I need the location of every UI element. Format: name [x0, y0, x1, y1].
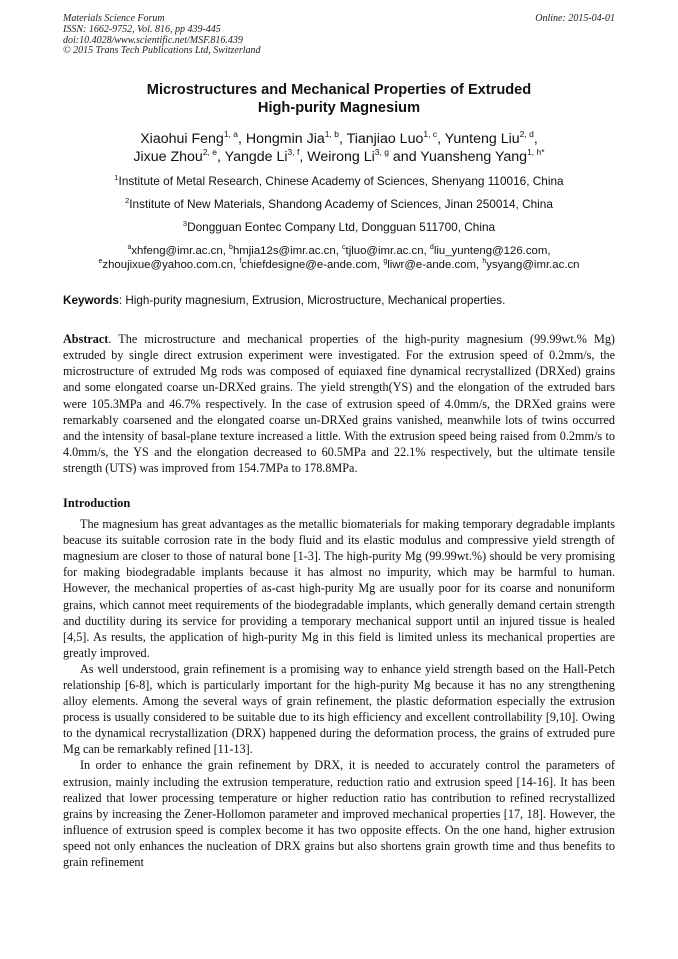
affiliation [63, 197, 615, 211]
email-list [63, 244, 615, 272]
affiliation [63, 220, 615, 234]
email-address: ysyang@imr.ac.cn [486, 259, 580, 272]
journal-doi: doi:10.4028/www.scientific.net/MSF.816.439 [63, 34, 243, 46]
email-marker: d [429, 244, 434, 252]
email-address: tjluo@imr.ac.cn [345, 245, 424, 258]
abstract-text: . The microstructure and mechanical properties of the high-purity magnesium (99.99wt.% Mg) extruded by single direct extrusion experiment were investigated. For the extrusion speed of 0.2mm/s, the microstructure of extruded Mg rods was composed of equiaxed fine dynamical recrystallized (DRXed) grains and some elongated coarse un-DRXed grains. The yield strength(YS) and the elongation of the extruded bars were 105.3MPa and 46.7% respectively. In the case of extrusion speed of 4.0mm/s, the DRXed grains were remarkably coarsened and the elongated coarse un-DRXed grains vanished, meanwhile lots of twins occurred and the intensity of basal-plane texture increased a little. With the extrusion speed being raised from 0.2mm/s to 4.0mm/s, the YS and the elongation decreased to 60.5MPa and 22.1% respectively, but the ultimate tensile strength (UTS) was improved from 154.7MPa to 178.8MPa. [63, 332, 615, 475]
email-address: xhfeng@imr.ac.cn [131, 245, 223, 258]
journal-copyright: © 2015 Trans Tech Publications Ltd, Switzerland [63, 45, 261, 57]
author-name: Tianjiao Luo [346, 131, 424, 148]
paper-title-line-2: High-purity Magnesium [257, 100, 421, 117]
email-separator: , [547, 245, 551, 258]
email [383, 259, 482, 271]
author-affiliation-marker: 2, e [202, 147, 218, 158]
author-name: Yuansheng Yang [420, 149, 528, 166]
email [430, 245, 551, 257]
author-name: Hongmin Jia [245, 131, 325, 148]
email-marker: c [342, 244, 346, 252]
keywords-label: Keywords [63, 294, 119, 308]
author-affiliation-marker: 1, b [324, 129, 339, 140]
email-separator: , [476, 259, 483, 272]
email-address: chiefdesigne@e-ande.com [241, 259, 377, 272]
author [225, 149, 308, 165]
email [127, 245, 229, 257]
author-affiliation-marker: 1, a [223, 129, 238, 140]
email [239, 259, 383, 271]
author [246, 131, 347, 147]
affiliation-text: Institute of New Materials, Shandong Academy of Sciences, Jinan 250014, China [129, 197, 553, 212]
email-address: liu_yunteng@126.com [433, 245, 548, 258]
author [133, 149, 224, 165]
author-name: Weirong Li [307, 149, 375, 166]
author-row-2 [63, 148, 615, 166]
email-marker: e [98, 258, 103, 266]
affiliation-number: 3 [182, 219, 188, 229]
email-row-1 [63, 244, 615, 258]
author-affiliation-marker: 1, h* [527, 147, 545, 158]
author-separator: , [299, 149, 308, 166]
abstract [63, 331, 615, 476]
email-marker: b [229, 244, 233, 252]
email-separator: , [423, 245, 430, 258]
journal-name: Materials Science Forum [63, 13, 165, 24]
email [482, 259, 579, 271]
email-separator: , [376, 259, 384, 272]
affiliation-text: Institute of Metal Research, Chinese Academy of Sciences, Shenyang 110016, China [118, 174, 564, 189]
email-separator: , [222, 245, 230, 258]
email-marker: g [383, 258, 388, 266]
affiliation-number: 2 [125, 196, 130, 206]
email [229, 245, 342, 257]
email-separator: , [335, 245, 343, 258]
section-heading-introduction: Introduction [63, 496, 131, 511]
author-row-1 [63, 130, 615, 148]
author-separator: and [388, 149, 421, 166]
email-address: hmjia12s@imr.ac.cn [232, 245, 336, 258]
author-separator: , [437, 131, 445, 148]
keywords-text: : High-purity magnesium, Extrusion, Microstructure, Mechanical properties. [118, 294, 506, 308]
author-affiliation-marker: 2, d [519, 129, 534, 140]
paragraph: In order to enhance the grain refinement by DRX, it is needed to accurately control the parameters of extrusion, mainly including the extrusion temperature, reduction ratio and extrusion speed [14-16]. It has been realized that lower processing temperature or higher reduction ratio has contribution to refined recrystallized grains by increasing the Zener-Hollomon parameter and improved mechanical properties [17, 18]. However, the influence of extrusion speed is complex become it has two opposite effects. On the one hand, higher extrusion speed not only enhances the nucleation of DRX grains but also shortens grain growth time and thus benefits to grain refinement [63, 758, 615, 869]
author-name: Yunteng Liu [444, 131, 520, 148]
paragraph: The magnesium has great advantages as the metallic biomaterials for making temporary degradable implants beacuse its suitable corrosion rate in the body fluid and its elastic modulus and compressive yield strength of magnesium are closer to those of natural bone [1-3]. The high-purity Mg (99.99wt.%) should be very promising for making biodegradable implants because it has almost no impurity, which may be harmful to human. However, the mechanical properties of as-cast high-purity Mg are usually poor for its coarse and nonuniform grains, which cannot meet requirements of the biodegradable implants, which generally demand certain strength and ductility during its service for providing a temporary mechanical support until an injured tissue is healed [4,5]. As results, the application of high-purity Mg in this field is limited unless its mechanical properties are greatly improved. [63, 517, 615, 660]
author [347, 131, 445, 147]
author-separator: , [338, 131, 347, 148]
email-address: zhoujixue@yahoo.com.cn [102, 259, 233, 272]
email-address: liwr@e-ande.com [387, 259, 477, 272]
author-name: Jixue Zhou [133, 149, 203, 166]
author-name: Yangde Li [224, 149, 288, 166]
author-name: Xiaohui Feng [140, 131, 224, 148]
affiliation-text: Dongguan Eontec Company Ltd, Dongguan 511700, China [187, 220, 496, 235]
author-separator: , [238, 131, 246, 148]
author-separator: , [217, 149, 225, 166]
email-marker: h [482, 258, 487, 266]
author [445, 131, 538, 147]
author [420, 149, 544, 165]
journal-issn: ISSN: 1662-9752, Vol. 816, pp 439-445 [63, 23, 221, 35]
keywords [63, 294, 615, 308]
author-affiliation-marker: 3, g [374, 147, 389, 158]
introduction-body [63, 516, 615, 870]
journal-header [63, 14, 615, 57]
email-marker: f [239, 258, 242, 266]
email-marker: a [127, 244, 132, 252]
affiliation-number: 1 [114, 173, 119, 183]
email-separator: , [233, 259, 240, 272]
author-separator: , [533, 131, 538, 148]
paper-title [63, 81, 615, 117]
author [140, 131, 246, 147]
paper-page [63, 14, 615, 870]
paragraph: As well understood, grain refinement is a promising way to enhance yield strength based on the Hall-Petch relationship [6-8], which is particularly important for the high-purity Mg because it has no any strengthening alloy elements. Among the several ways of grain refinement, the plastic deformation especially the extrusion process is usually considered to be suitable due to its high efficiency and excellent controllability [9,10]. Owing to the dynamical recrystallization (DRX) happened during the deformation process, the grains of extruded pure Mg can be remarkably refined [11-13]. [63, 661, 615, 757]
email [342, 245, 430, 257]
email-row-2 [63, 258, 615, 272]
online-date: Online: 2015-04-01 [535, 13, 615, 24]
email [98, 258, 242, 272]
paper-title-line-1: Microstructures and Mechanical Properties of Extruded [146, 82, 532, 99]
author-list [63, 130, 615, 166]
abstract-label: Abstract [63, 332, 109, 347]
affiliation [63, 174, 615, 188]
author [307, 149, 420, 165]
author-affiliation-marker: 3, f [287, 147, 300, 158]
author-affiliation-marker: 1, c [423, 129, 438, 140]
